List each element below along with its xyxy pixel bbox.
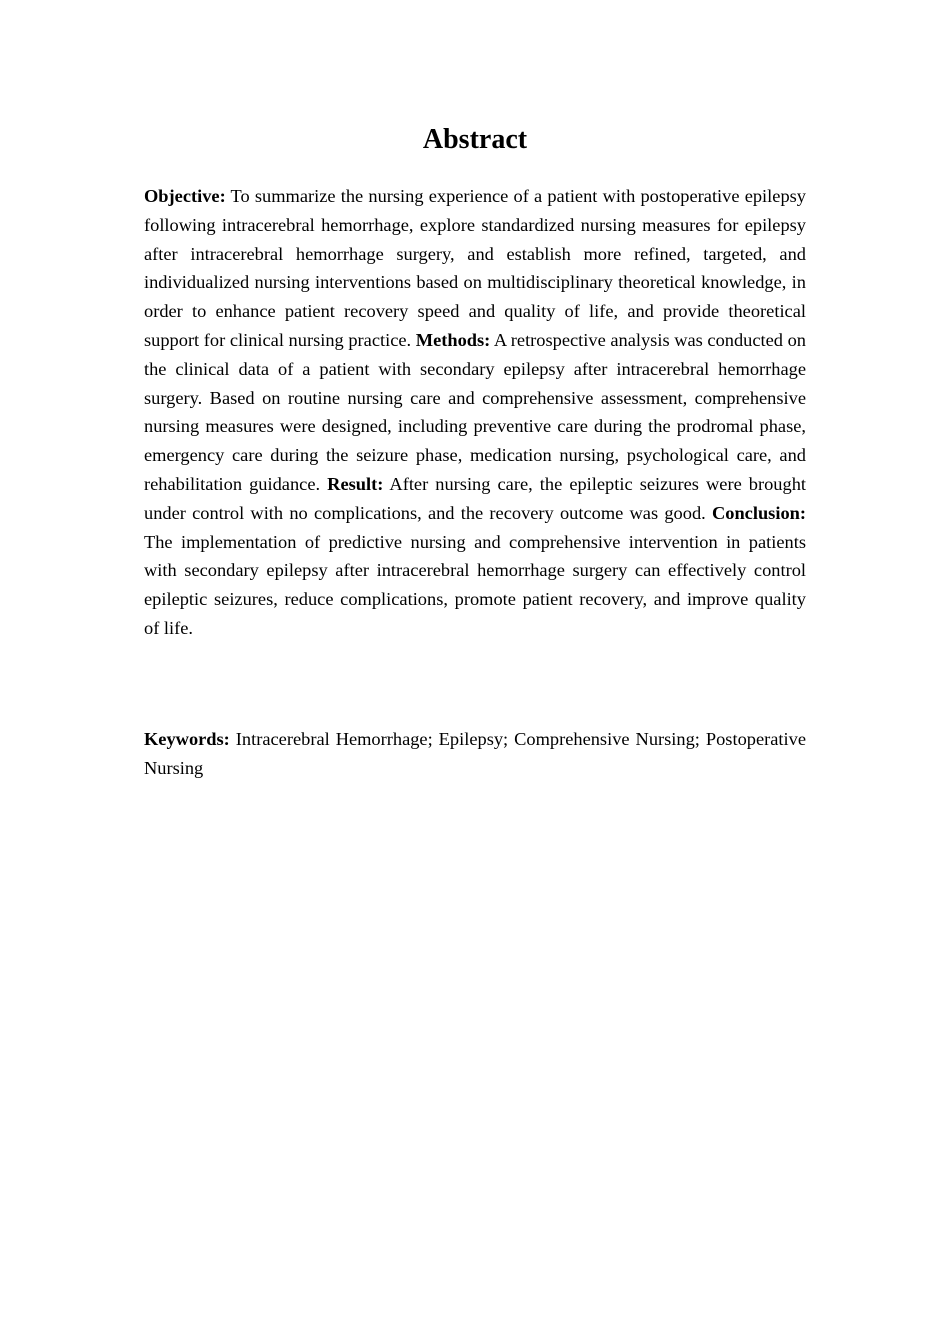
conclusion-text: The implementation of predictive nursing and comprehensive intervention in patients with secondary epilepsy after intracerebral hemorrhage surgery can effectively control epileptic seizures, reduce complications, promote patient recovery, and improve quality of life.	[144, 531, 806, 638]
conclusion-label: Conclusion:	[711, 502, 806, 523]
objective-label: Objective:	[144, 186, 226, 206]
keywords-text: Intracerebral Hemorrhage; Epilepsy; Comprehensive Nursing; Postoperative Nursing	[144, 729, 806, 778]
objective-text: To summarize the nursing experience of a patient with postoperative epilepsy following intracerebral hemorrhage, explore standardized nursing measures for epilepsy after intracerebral hemorrhage surgery, and establish more refined, targeted, and individualized nursing interventions based on multidisciplinary theoretical knowledge, in order to enhance patient recovery speed and quality of life, and provide theoretical support for clinical nursing practice.	[144, 186, 806, 350]
result-label: Result:	[327, 473, 384, 494]
methods-label: Methods:	[415, 329, 491, 350]
abstract-paragraph	[144, 182, 806, 643]
page-title: Abstract	[422, 124, 528, 155]
result-text: After nursing care, the epileptic seizures were brought under control with no complications, and the recovery outcome was good.	[144, 473, 807, 523]
keywords-label: Keywords:	[144, 729, 230, 749]
methods-text: A retrospective analysis was conducted on the clinical data of a patient with secondary epilepsy after intracerebral hemorrhage surgery. Based on routine nursing care and comprehensive assessment, comprehensive nursing measures were designed, including preventive care during the prodromal phase, emergency care during the seizure phase, medication nursing, psychological care, and rehabilitation guidance.	[144, 329, 806, 494]
keywords-paragraph	[144, 725, 806, 783]
